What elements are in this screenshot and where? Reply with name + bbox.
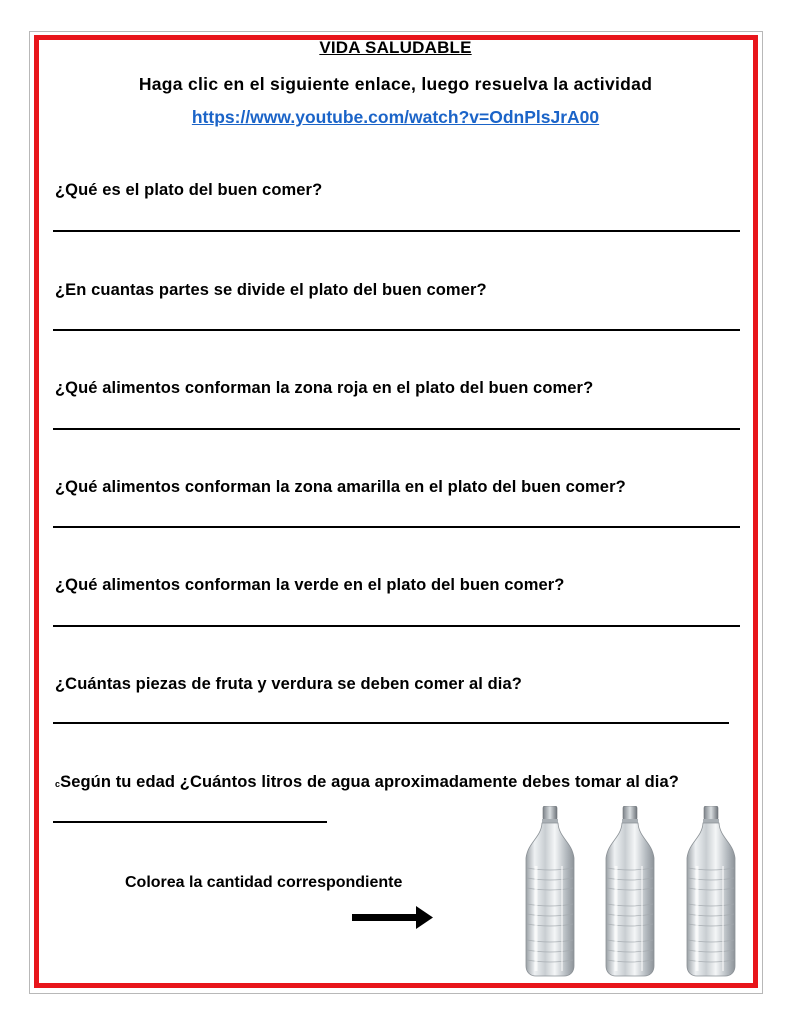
right-arrow-icon [352, 905, 434, 929]
water-bottle-icon[interactable] [603, 806, 657, 978]
answer-line-7[interactable] [53, 821, 327, 823]
water-bottle-icon[interactable] [684, 806, 738, 978]
question-3: ¿Qué alimentos conforman la zona roja en el plato del buen comer? [55, 379, 594, 397]
question-6: ¿Cuántas piezas de fruta y verdura se deben comer al dia? [55, 675, 522, 693]
answer-line-6[interactable] [53, 722, 729, 724]
question-2: ¿En cuantas partes se divide el plato del buen comer? [55, 281, 487, 299]
question-7-text: Según tu edad ¿Cuántos litros de agua aproximadamente debes tomar al dia? [60, 773, 679, 791]
youtube-link[interactable]: https://www.youtube.com/watch?v=OdnPlsJrA00 [191, 107, 600, 127]
question-7 [55, 773, 679, 792]
question-4: ¿Qué alimentos conforman la zona amarilla en el plato del buen comer? [55, 478, 626, 496]
question-7-prefix: c [55, 779, 61, 789]
question-1: ¿Qué es el plato del buen comer? [55, 181, 323, 199]
page-title: VIDA SALUDABLE [319, 38, 472, 57]
question-5: ¿Qué alimentos conforman la verde en el plato del buen comer? [55, 576, 565, 594]
answer-line-5[interactable] [53, 625, 740, 627]
water-bottle-icon[interactable] [523, 806, 577, 978]
answer-line-1[interactable] [53, 230, 740, 232]
answer-line-2[interactable] [53, 329, 740, 331]
instructions-subtitle: Haga clic en el siguiente enlace, luego resuelva la actividad [138, 74, 653, 94]
coloring-instruction: Colorea la cantidad correspondiente [125, 874, 403, 891]
answer-line-3[interactable] [53, 428, 740, 430]
answer-line-4[interactable] [53, 526, 740, 528]
